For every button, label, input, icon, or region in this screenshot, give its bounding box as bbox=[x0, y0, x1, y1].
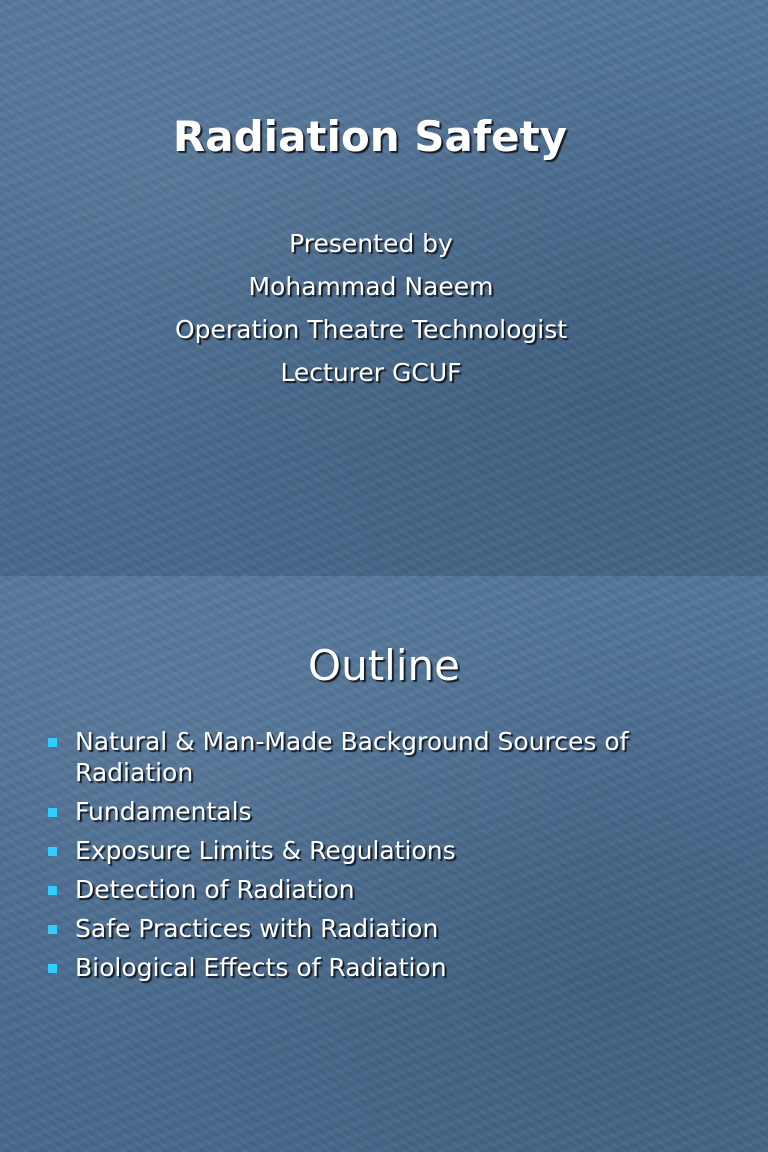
presenter-name: Mohammad Naeem bbox=[248, 272, 494, 301]
list-item bbox=[48, 726, 708, 788]
square-bullet-icon bbox=[48, 738, 57, 747]
square-bullet-icon bbox=[48, 925, 57, 934]
list-item-text: Detection of Radiation bbox=[75, 875, 355, 904]
list-item bbox=[48, 796, 708, 827]
list-item bbox=[48, 913, 708, 944]
square-bullet-icon bbox=[48, 847, 57, 856]
square-bullet-icon bbox=[48, 808, 57, 817]
square-bullet-icon bbox=[48, 886, 57, 895]
list-item-text: Biological Effects of Radiation bbox=[75, 953, 447, 982]
square-bullet-icon bbox=[48, 964, 57, 973]
list-item-text: Fundamentals bbox=[75, 797, 252, 826]
presenter-role: Operation Theatre Technologist bbox=[174, 315, 568, 344]
presented-by-line: Presented by bbox=[289, 229, 453, 258]
slide-title: Radiation Safety bbox=[172, 112, 568, 161]
list-item-text: Natural & Man-Made Background Sources of Radiation bbox=[75, 727, 629, 787]
outline-slide bbox=[0, 576, 768, 1152]
list-item bbox=[48, 874, 708, 905]
list-item-text: Safe Practices with Radiation bbox=[75, 914, 439, 943]
list-item bbox=[48, 835, 708, 866]
presenter-affiliation: Lecturer GCUF bbox=[280, 358, 462, 387]
outline-list bbox=[48, 726, 708, 991]
list-item bbox=[48, 952, 708, 983]
presenter-info bbox=[0, 222, 742, 394]
list-item-text: Exposure Limits & Regulations bbox=[75, 836, 456, 865]
outline-title: Outline bbox=[308, 641, 460, 690]
